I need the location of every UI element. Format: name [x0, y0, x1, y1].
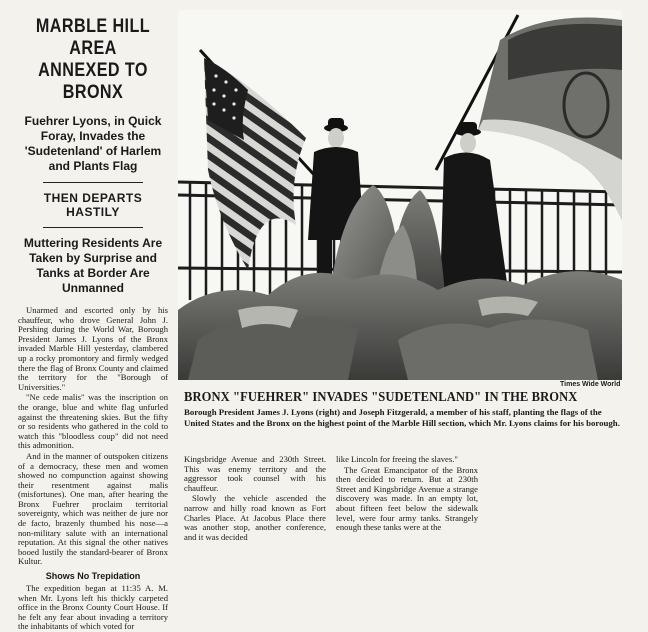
deck-2: THEN DEPARTS HASTILY — [43, 191, 143, 219]
paragraph: The Great Emancipator of the Bronx then decided to return. But at 230th Street and Kingsbridge Avenue a strange discovery was made. In an empty lot, about fifteen feet below the sidewalk level, were four army tanks. Strangely enough these tanks were at the — [336, 464, 478, 533]
article-column-2 — [184, 455, 326, 540]
paragraph: Slowly the vehicle ascended the narrow and hilly road known as Fort Charles Place. At Jacobus Place there was another stop, another conference, and it was decided — [184, 493, 326, 542]
deck-1: Fuehrer Lyons, in Quick Foray, Invades the 'Sudetenland' of Harlem and Plants Flag — [24, 114, 162, 173]
paragraph: Kingsbridge Avenue and 230th Street. This was enemy territory and the aggressor took counsel with his chauffeur. — [184, 454, 326, 493]
photo-credit: Times Wide World — [560, 381, 621, 388]
paragraph: "Ne cede malis" was the inscription on the orange, blue and white flag unfurled against the threatening skies. But the fifty or so residents who gathered in the cold to watch this "bloodless coup" did not need this admonition. — [18, 392, 168, 451]
headline — [21, 16, 166, 104]
divider — [43, 182, 143, 183]
caption-text: Borough President James J. Lyons (right) and Joseph Fitzgerald, a member of his staff, planting the flags of the United States and the Bronx on the highest point of the Marble Hill section, which Mr. Lyons claims for his borough. — [184, 407, 620, 428]
left-column — [18, 10, 168, 632]
paragraph: The expedition began at 11:35 A. M. when Mr. Lyons left his thickly carpeted office in the Bronx County Court House. If he felt any fear about invading a territory the inhabitants of which voted for — [18, 583, 168, 632]
caption-title: BRONX "FUEHRER" INVADES "SUDETENLAND" IN THE BRONX — [184, 389, 578, 404]
headline-line-1: MARBLE HILL AREA — [35, 16, 151, 59]
paragraph: Unarmed and escorted only by his chauffeur, who drove General John J. Pershing during the World War, Borough President James J. Lyons of the Bronx invaded Marble Hill yesterday, clambered up a rocky promontory and firmly wedged there the flag of Bronx County and claimed the territory for the "Borough of Universities." — [18, 305, 168, 392]
article-column-3 — [336, 455, 478, 540]
headline-line-2: ANNEXED TO BRONX — [38, 60, 148, 103]
deck-3: Muttering Residents Are Taken by Surprise and Tanks at Border Are Unmanned — [23, 236, 163, 295]
paragraph: And in the manner of outspoken citizens of a democracy, these men and women showed no compunction against showing their resentment against malis (misfortunes). One man, after hearing the Bronx Fuehrer proclaim territorial sovereignty, which was neither de jure nor de facto, brazenly thumbed his nose—a non-military salute with an international reputation. At this signal the other natives booed lustily the standard-bearer of Bronx Kultur. — [18, 450, 168, 567]
subhead: Shows No Trepidation — [45, 571, 141, 582]
news-photo — [178, 10, 622, 380]
paragraph: like Lincoln for freeing the slaves." — [336, 454, 458, 464]
photo-illustration — [178, 10, 622, 380]
divider — [43, 227, 143, 228]
